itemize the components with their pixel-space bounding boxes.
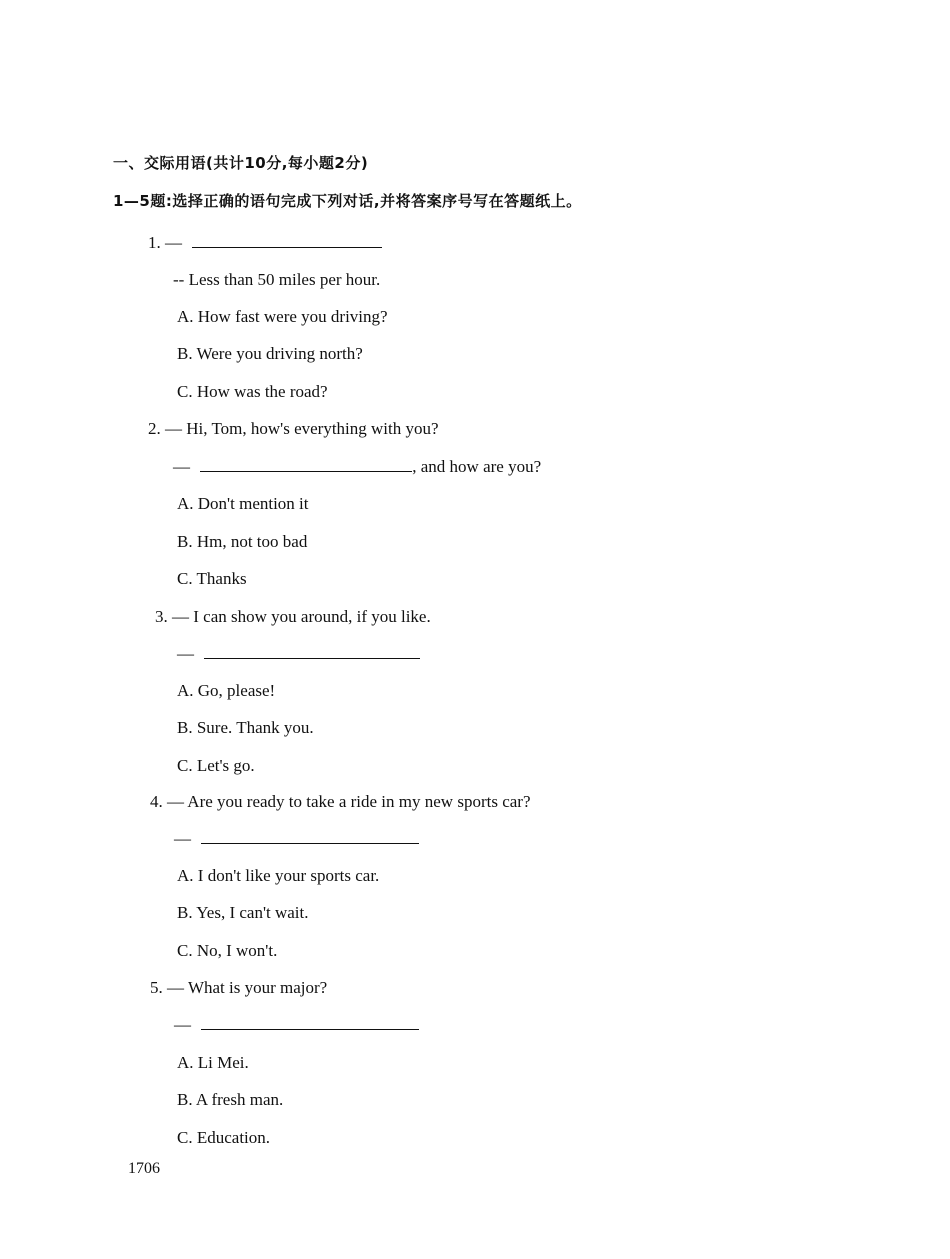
answer-blank (201, 1015, 419, 1030)
question-1-prompt (148, 232, 382, 254)
question-2-option-b: B. Hm, not too bad (177, 532, 308, 551)
question-2-response (173, 456, 541, 478)
question-1-dash: — (165, 233, 182, 252)
question-3-option-c: C. Let's go. (177, 756, 255, 775)
question-4-text: — Are you ready to take a ride in my new sports car? (167, 792, 531, 811)
question-3-response-dash: — (177, 644, 194, 663)
answer-blank (204, 644, 420, 659)
question-2-prompt (148, 418, 439, 440)
answer-blank (192, 233, 382, 248)
question-5-option-a: A. Li Mei. (177, 1053, 249, 1072)
question-4-number: 4. (150, 792, 163, 811)
question-2-text: — Hi, Tom, how's everything with you? (165, 419, 439, 438)
question-1-option-c: C. How was the road? (177, 382, 328, 401)
question-4-prompt (150, 791, 531, 813)
question-3-text: — I can show you around, if you like. (172, 607, 431, 626)
question-3-number: 3. (155, 607, 168, 626)
page-number: 1706 (128, 1160, 160, 1177)
question-3-option-b: B. Sure. Thank you. (177, 718, 314, 737)
section-title: 一、交际用语(共计10分,每小题2分) (113, 154, 369, 172)
question-5-response (174, 1014, 419, 1036)
question-5-prompt (150, 977, 327, 999)
answer-blank (201, 829, 419, 844)
question-5-option-b: B. A fresh man. (177, 1090, 284, 1109)
question-1-option-a: A. How fast were you driving? (177, 307, 388, 326)
question-2-response-dash: — (173, 457, 190, 476)
question-4-option-a: A. I don't like your sports car. (177, 866, 380, 885)
question-2-option-c: C. Thanks (177, 569, 247, 588)
question-4-response (174, 828, 419, 850)
question-1-number: 1. (148, 233, 161, 252)
question-4-response-dash: — (174, 829, 191, 848)
question-5-response-dash: — (174, 1015, 191, 1034)
question-5-number: 5. (150, 978, 163, 997)
section-instruction: 1—5题:选择正确的语句完成下列对话,并将答案序号写在答题纸上。 (113, 192, 582, 210)
question-3-option-a: A. Go, please! (177, 681, 276, 700)
question-1-option-b: B. Were you driving north? (177, 344, 363, 363)
question-2-option-a: A. Don't mention it (177, 494, 309, 513)
question-5-text: — What is your major? (167, 978, 328, 997)
answer-blank (200, 457, 412, 472)
question-1-response: -- Less than 50 miles per hour. (173, 270, 381, 289)
question-5-option-c: C. Education. (177, 1128, 271, 1147)
question-2-number: 2. (148, 419, 161, 438)
question-3-prompt (155, 606, 431, 628)
question-3-response (177, 643, 420, 665)
question-4-option-b: B. Yes, I can't wait. (177, 903, 309, 922)
question-2-response-suffix: , and how are you? (412, 457, 542, 476)
question-4-option-c: C. No, I won't. (177, 941, 278, 960)
